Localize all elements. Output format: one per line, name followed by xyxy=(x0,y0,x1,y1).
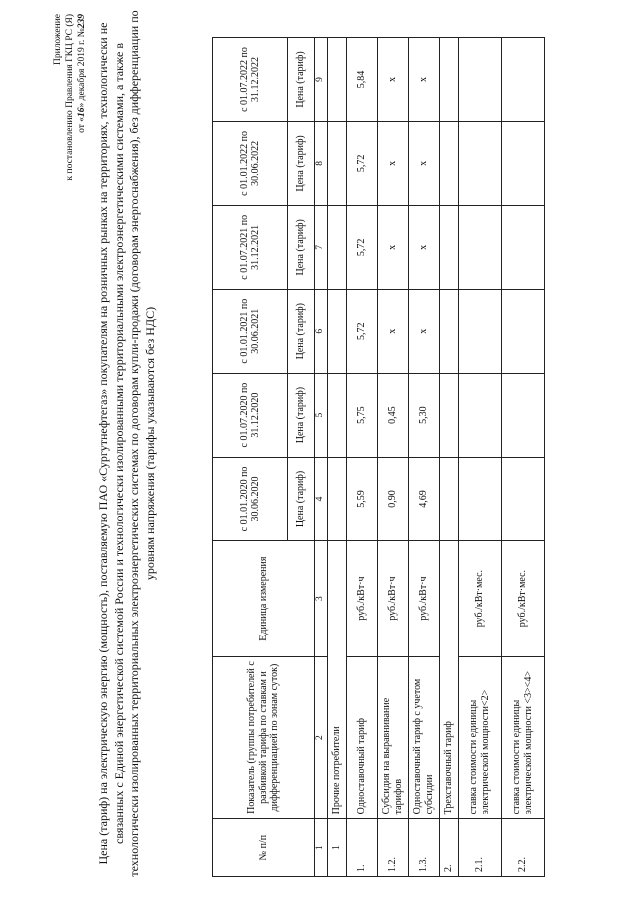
empty-cell xyxy=(439,38,458,122)
row-unit: руб./кВт·ч xyxy=(346,541,377,656)
annex-date-line xyxy=(76,14,88,234)
header-indicator: Показатель (группы потребителей с разбивкой тарифа по ставкам и дифференциацией по зонам суток) xyxy=(213,656,315,819)
row-label: Субсидия на выравнивание тарифов xyxy=(377,656,408,819)
row-unit: руб./кВт·мес. xyxy=(458,541,501,656)
row-value: 5,30 xyxy=(408,373,439,457)
price-label: Цена (тариф) xyxy=(288,205,315,289)
empty-cell xyxy=(439,289,458,373)
column-number: 7 xyxy=(315,205,328,289)
price-label: Цена (тариф) xyxy=(288,373,315,457)
annex-date-mid: » декабря 2019 г. № xyxy=(77,28,87,108)
row-value xyxy=(501,121,544,205)
empty-cell xyxy=(327,457,346,541)
row-value xyxy=(458,205,501,289)
tariff-table xyxy=(212,37,545,877)
row-value: х xyxy=(408,38,439,122)
column-number: 5 xyxy=(315,373,328,457)
row-value: 4,69 xyxy=(408,457,439,541)
row-value: х xyxy=(408,289,439,373)
document-title: Цена (тариф) на электрическую энергию (мощность), поставляемую ПАО «Сургутнефтегаз» покупателям на розничных рынках на территориях, технологически не связанных с Единой энергетической системой России и технологически изолированными территориальными электроэнергетическими системами, а также в технологически изолированных территориальных электроэнергетических системах по договорам купли-продажи (договорам энергоснабжения), без дифференциации по уровням напряжения (тарифы указываются без НДС) xyxy=(96,10,157,877)
header-period: с 01.07.2022 по 31.12.2022 xyxy=(213,38,288,122)
row-unit: руб./кВт·ч xyxy=(377,541,408,656)
table-row xyxy=(408,38,439,877)
header-period: с 01.01.2021 по 30.06.2021 xyxy=(213,289,288,373)
empty-cell xyxy=(327,205,346,289)
row-no: 1. xyxy=(346,819,377,877)
row-value: 0,90 xyxy=(377,457,408,541)
annex-number: 239 xyxy=(77,14,87,29)
row-value: х xyxy=(408,121,439,205)
annex-date-prefix: от « xyxy=(77,116,87,133)
section-label: Прочие потребители xyxy=(327,541,346,819)
row-value xyxy=(501,289,544,373)
row-no: 1.3. xyxy=(408,819,439,877)
row-label: Одноставочный тариф xyxy=(346,656,377,819)
row-value xyxy=(458,373,501,457)
annex-block xyxy=(52,14,88,234)
row-value xyxy=(458,457,501,541)
table-row xyxy=(346,38,377,877)
annex-label: Приложение xyxy=(53,14,63,65)
empty-cell xyxy=(327,289,346,373)
header-period: с 01.01.2022 по 30.06.2022 xyxy=(213,121,288,205)
column-number: 4 xyxy=(315,457,328,541)
empty-cell xyxy=(327,373,346,457)
price-label: Цена (тариф) xyxy=(288,457,315,541)
row-no: 1.2. xyxy=(377,819,408,877)
row-value: х xyxy=(377,205,408,289)
table-row xyxy=(377,38,408,877)
column-number: 3 xyxy=(315,541,328,656)
empty-cell xyxy=(327,121,346,205)
row-label: ставка стоимости единицы электрической мощности<2> xyxy=(458,656,501,819)
header-unit: Единица измерения xyxy=(213,541,315,656)
column-number: 8 xyxy=(315,121,328,205)
row-no: 2.2. xyxy=(501,819,544,877)
row-value: х xyxy=(377,289,408,373)
section-row xyxy=(439,38,458,877)
row-value xyxy=(501,38,544,122)
row-value xyxy=(501,205,544,289)
header-row xyxy=(213,38,288,877)
price-label: Цена (тариф) xyxy=(288,289,315,373)
row-value: х xyxy=(377,121,408,205)
header-period: с 01.01.2020 по 30.06.2020 xyxy=(213,457,288,541)
price-label: Цена (тариф) xyxy=(288,121,315,205)
row-value: 5,72 xyxy=(346,289,377,373)
row-value: 5,72 xyxy=(346,121,377,205)
row-value: х xyxy=(408,205,439,289)
row-value: х xyxy=(377,38,408,122)
row-value: 5,59 xyxy=(346,457,377,541)
row-no: 2.1. xyxy=(458,819,501,877)
column-number: 1 xyxy=(315,819,328,877)
price-label: Цена (тариф) xyxy=(288,38,315,122)
row-label: Одноставочный тариф с учетом субсидии xyxy=(408,656,439,819)
row-value xyxy=(458,38,501,122)
annex-resolution: к постановлению Правления ГКЦ РС (Я) xyxy=(65,14,75,181)
column-number-row xyxy=(315,38,328,877)
row-value xyxy=(501,373,544,457)
header-period: с 01.07.2021 по 31.12.2021 xyxy=(213,205,288,289)
empty-cell xyxy=(439,205,458,289)
section-no: 2. xyxy=(439,819,458,877)
row-value xyxy=(458,289,501,373)
row-value: 0,45 xyxy=(377,373,408,457)
row-label: ставка стоимости единицы электрической мощности <3><4> xyxy=(501,656,544,819)
row-value: 5,75 xyxy=(346,373,377,457)
empty-cell xyxy=(327,38,346,122)
row-value: 5,72 xyxy=(346,205,377,289)
table-row xyxy=(501,38,544,877)
column-number: 9 xyxy=(315,38,328,122)
column-number: 6 xyxy=(315,289,328,373)
section-no: 1 xyxy=(327,819,346,877)
empty-cell xyxy=(439,457,458,541)
table-row xyxy=(458,38,501,877)
empty-cell xyxy=(439,121,458,205)
section-row xyxy=(327,38,346,877)
empty-cell xyxy=(439,373,458,457)
annex-day: 16 xyxy=(77,107,87,117)
header-period: с 01.07.2020 по 31.12.2020 xyxy=(213,373,288,457)
header-no: № п/п xyxy=(213,819,315,877)
row-value xyxy=(501,457,544,541)
column-number: 2 xyxy=(315,656,328,819)
row-value: 5,84 xyxy=(346,38,377,122)
row-unit: руб./кВт·мес. xyxy=(501,541,544,656)
section-label: Трехставочный тариф xyxy=(439,541,458,819)
row-unit: руб./кВт·ч xyxy=(408,541,439,656)
row-value xyxy=(458,121,501,205)
